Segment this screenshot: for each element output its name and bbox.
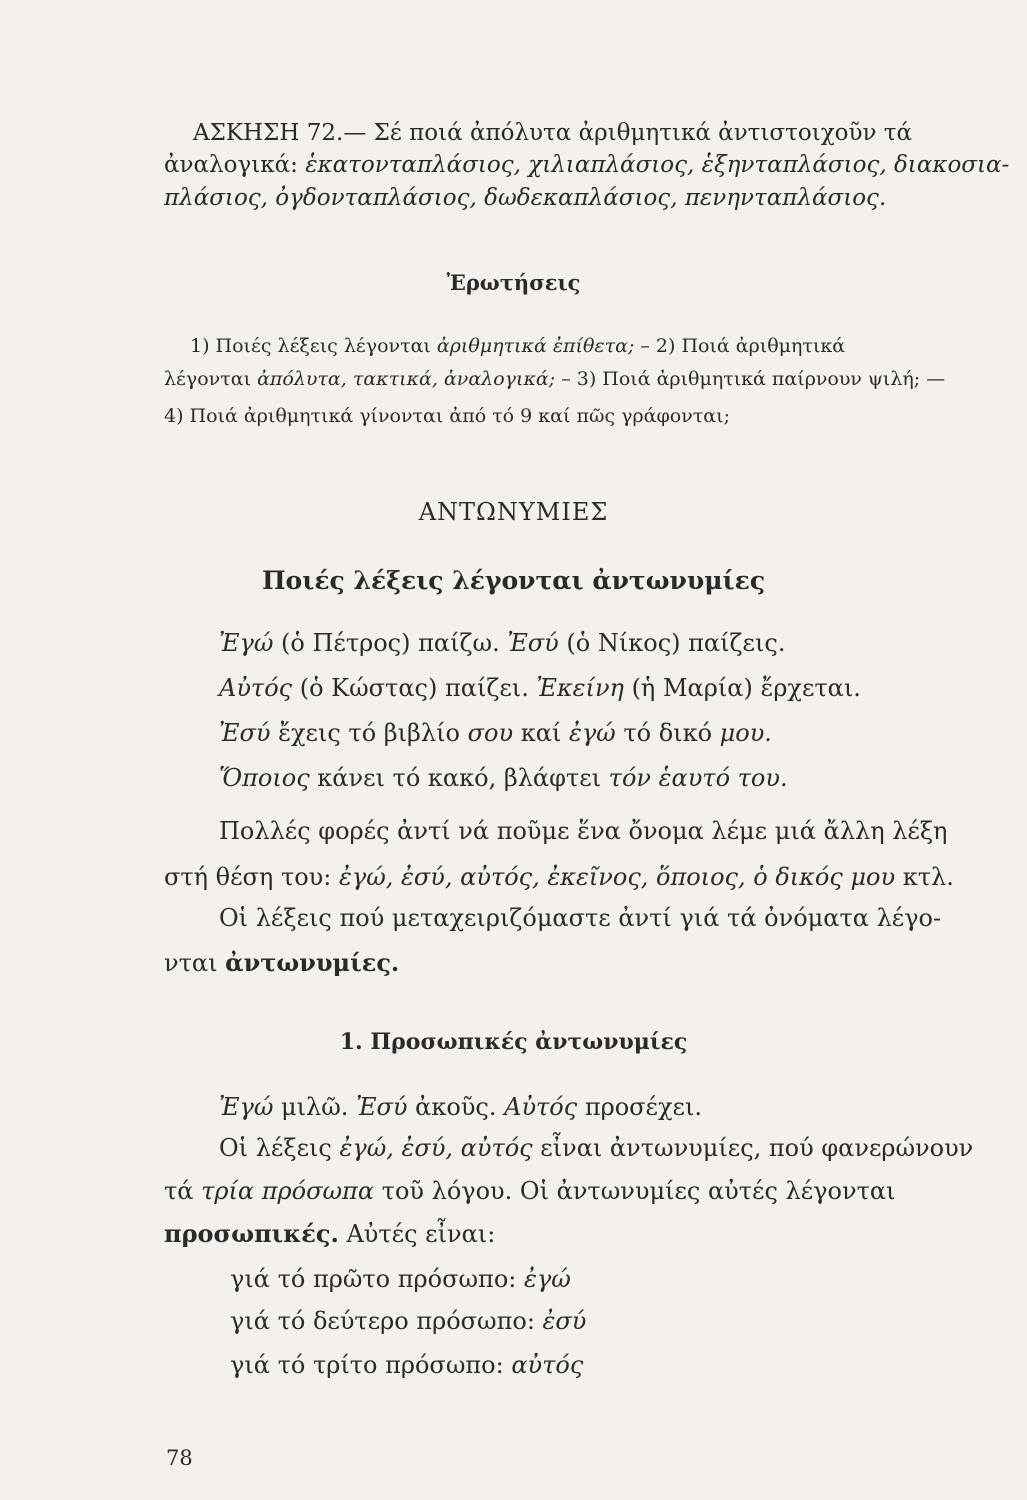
q1-italic: ἀριθμητικά ἐπίθετα;	[436, 335, 635, 357]
para1-bold-term: ἀντωνυμίες.	[225, 948, 400, 977]
person-pronoun: αὐτός	[511, 1351, 584, 1379]
ex3-pronoun-1: Ἐσύ	[219, 719, 271, 747]
exercise-line-1	[193, 118, 912, 148]
exercise-line-3	[164, 183, 886, 213]
section-title-text: ΑΝΤΩΝΥΜΙΕΣ	[418, 498, 609, 526]
personal-heading	[0, 1027, 1027, 1058]
person-label: γιά τό πρῶτο πρόσωπο:	[230, 1265, 524, 1293]
ex1-text-2: (ὁ Νίκος) παίζεις.	[558, 629, 786, 657]
ex4-pronoun-2: τόν ἑαυτό του.	[608, 764, 788, 792]
q3-text: – 3) Ποιά ἀριθμητικά παίρνουν ψιλή; —	[555, 368, 946, 390]
exercise-title-text: ΑΣΚΗΣΗ 72.— Σέ ποιά ἀπόλυτα ἀριθμητικά ἀντιστοιχοῦν τά	[193, 120, 913, 146]
pp-text-2: εἶναι ἀντωνυμίες, πού φανερώνουν	[532, 1134, 974, 1162]
person-list-item	[230, 1264, 571, 1294]
q2-text: – 2) Ποιά ἀριθμητικά	[634, 335, 846, 357]
ex1-pronoun-2: Ἐσύ	[507, 629, 559, 657]
pex-pronoun-1: Ἐγώ	[219, 1093, 274, 1121]
questions-heading-text: Ἐρωτήσεις	[446, 270, 581, 295]
exercise-lead-text: ἀναλογικά:	[164, 152, 306, 178]
pp-text-4: τοῦ λόγου. Οἱ ἀντωνυμίες αὐτές λέγονται	[374, 1177, 896, 1205]
ex2-pronoun-2: Ἐκείνη	[536, 674, 624, 702]
exercise-italic-words-2: πλάσιος, ὀγδονταπλάσιος, δωδεκαπλάσιος, πενηνταπλάσιος.	[164, 185, 887, 211]
para1-text-4: Οἱ λέξεις πού μεταχειριζόμαστε ἀντί γιά τά ὀνόματα λέγο-	[219, 904, 942, 932]
q4-text: 4) Ποιά ἀριθμητικά γίνονται ἀπό τό 9 καί πῶς γράφονται;	[164, 405, 730, 427]
person-list-item	[230, 1306, 586, 1336]
person-pronoun: ἐσύ	[542, 1307, 587, 1335]
ex3-text-2: καί	[513, 719, 569, 747]
q2-italic: ἀπόλυτα, τακτικά, ἀναλογικά;	[257, 368, 556, 390]
page-number	[166, 1443, 193, 1473]
person-label: γιά τό τρίτο πρόσωπο:	[230, 1351, 512, 1379]
example-line-4	[219, 763, 788, 793]
ex2-text-1: (ὁ Κώστας) παίζει.	[292, 674, 537, 702]
ex1-text-1: (ὁ Πέτρος) παίζω.	[273, 629, 508, 657]
pp-italic-2: τρία πρόσωπα	[201, 1177, 375, 1205]
pex-pronoun-2: Ἐσύ	[356, 1093, 408, 1121]
page-number-text: 78	[166, 1446, 193, 1470]
question-line-1	[190, 333, 845, 359]
pex-text-1: μιλῶ.	[273, 1093, 357, 1121]
personal-para-line-3	[164, 1219, 495, 1249]
ex3-text-3: τό δικό	[615, 719, 720, 747]
pex-text-2: ἀκοῦς.	[407, 1093, 505, 1121]
para1-line-3	[219, 903, 941, 933]
ex3-pronoun-2: σου	[467, 719, 514, 747]
ex2-pronoun-1: Αὐτός	[219, 674, 293, 702]
ex4-pronoun-1: Ὅποιος	[219, 764, 310, 792]
pp-italic-1: ἐγώ, ἐσύ, αὐτός	[339, 1134, 533, 1162]
personal-para-line-1	[219, 1133, 973, 1163]
ex1-pronoun-1: Ἐγώ	[219, 629, 274, 657]
pp-text-1: Οἱ λέξεις	[219, 1134, 340, 1162]
exercise-italic-words: ἑκατονταπλάσιος, χιλιαπλάσιος, ἑξηνταπλάσιος, διακοσια-	[305, 152, 1010, 178]
q1-text: 1) Ποιές λέξεις λέγονται	[190, 335, 437, 357]
ex3-pronoun-3: ἐγώ	[568, 719, 616, 747]
pex-text-3: προσέχει.	[577, 1093, 702, 1121]
ex3-pronoun-4: μου.	[719, 719, 772, 747]
ex3-text-1: ἔχεις τό βιβλίο	[270, 719, 468, 747]
para1-text-3: κτλ.	[895, 863, 954, 891]
section-subtitle-text: Ποιές λέξεις λέγονται ἀντωνυμίες	[261, 566, 766, 595]
question-line-2	[164, 366, 945, 392]
questions-heading	[0, 268, 1027, 298]
example-line-1	[219, 628, 785, 658]
para1-line-4	[164, 948, 399, 978]
section-subtitle	[0, 566, 1027, 596]
para1-italic-pronouns: ἐγώ, ἐσύ, αὐτός, ἐκεῖνος, ὅποιος, ὁ δικός μου	[338, 863, 896, 891]
person-list-item	[230, 1350, 583, 1380]
para1-text-5: νται	[164, 949, 226, 977]
para1-line-1	[219, 816, 947, 846]
pp-text-3: τά	[164, 1177, 202, 1205]
exercise-line-2	[164, 150, 1009, 180]
personal-example	[219, 1092, 702, 1122]
personal-heading-text: 1. Προσωπικές ἀντωνυμίες	[339, 1029, 688, 1055]
section-title	[0, 497, 1027, 527]
example-line-2	[219, 673, 861, 703]
para1-text-1: Πολλές φορές ἀντί νά ποῦμε ἕνα ὄνομα λέμε μιά ἄλλη λέξη	[219, 817, 948, 845]
ex2-text-2: (ἡ Μαρία) ἔρχεται.	[623, 674, 861, 702]
q2-lead: λέγονται	[164, 368, 258, 390]
pp-bold-term: προσωπικές.	[164, 1219, 339, 1248]
person-label: γιά τό δεύτερο πρόσωπο:	[230, 1307, 543, 1335]
person-pronoun: ἐγώ	[523, 1265, 571, 1293]
pp-text-5: Αὐτές εἶναι:	[338, 1220, 496, 1248]
pex-pronoun-3: Αὐτός	[504, 1093, 578, 1121]
ex4-text-1: κάνει τό κακό, βλάφτει	[309, 764, 609, 792]
personal-para-line-2	[164, 1176, 895, 1206]
para1-line-2	[164, 862, 954, 892]
question-line-3	[164, 403, 730, 429]
para1-text-2: στή θέση του:	[164, 863, 339, 891]
example-line-3	[219, 718, 772, 748]
